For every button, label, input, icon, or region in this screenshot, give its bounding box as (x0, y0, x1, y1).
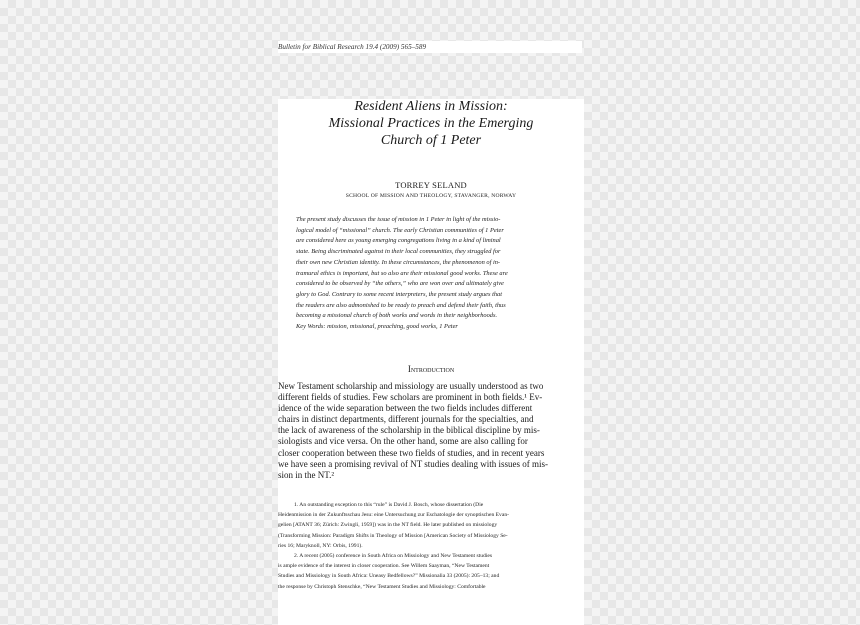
footnote-line: 1. An outstanding exception to this “rule” is David J. Bosch, whose dissertation (Die (294, 502, 484, 508)
footnote-line: Heidenmission in der Zukunftsschau Jesu: eine Untersuchung zur Eschatologie der synoptischen Evan- (278, 512, 509, 519)
title-line: Missional Practices in the Emerging (328, 116, 534, 131)
section-heading (278, 364, 584, 375)
body-line: chairs in distinct departments, different journals for the specialties, and (278, 414, 534, 425)
article-title (278, 98, 584, 149)
abstract-line: considered to be observed by “the others,” who are won over and ultimately give (296, 280, 504, 288)
title-line: Church of 1 Peter (380, 133, 482, 148)
abstract-line: tramural ethics is important, but so also are their missional good works. These are (296, 269, 508, 277)
body-line: the lack of awareness of the scholarship in the biblical discipline by mis- (278, 425, 540, 436)
abstract-line: becoming a missional church of both works and words in their neighborhoods. (296, 312, 498, 320)
body-line: idence of the wide separation between the two fields includes different (278, 403, 533, 414)
section-heading-text: Introduction (407, 364, 455, 374)
body-line: New Testament scholarship and missiology are usually understood as two (278, 381, 544, 391)
author-name: TORREY SELAND (395, 180, 467, 190)
body-line: different fields of studies. Few scholars are prominent in both fields.¹ Ev- (278, 392, 543, 403)
abstract-line: logical model of “missional” church. The early Christian communities of 1 Peter (296, 226, 504, 234)
body-line: sion in the NT.² (278, 469, 335, 480)
running-head: Bulletin for Biblical Research 19.4 (2009) 565–589 (278, 43, 427, 51)
footnote-line: 2. A recent (2005) conference in South Africa on Missiology and New Testament studies (294, 553, 493, 560)
body-line: closer cooperation between these two fields of studies, and in recent years (278, 447, 545, 458)
body-line: we have seen a promising revival of NT studies dealing with issues of mis- (278, 458, 549, 469)
author-affiliation: SCHOOL OF MISSION AND THEOLOGY, STAVANGER, NORWAY (345, 193, 517, 199)
body-line: siologists and vice versa. On the other hand, some are also calling for (278, 436, 528, 447)
footnote-line: Studies and Missiology in South Africa: Uneasy Bedfellows?” Missionalia 33 (2005): 205–13; and (278, 573, 500, 580)
footnote-line: is ample evidence of the interest in closer cooperation. See Willem Saayman, “New Testament (278, 563, 490, 570)
body-text (278, 381, 584, 481)
keywords: Key Words: mission, missional, preaching, good works, 1 Peter (296, 323, 458, 330)
abstract-line: their own new Christian identity. In these circumstances, the phenomenon of in- (296, 258, 501, 266)
footnotes (278, 500, 584, 592)
abstract-line: glory to God. Contrary to some recent interpreters, the present study argues that (296, 290, 503, 298)
abstract-line: are considered here as young emerging congregations living in a kind of liminal (296, 237, 501, 245)
title-line: Resident Aliens in Mission: (354, 99, 508, 114)
abstract (296, 215, 566, 322)
abstract-line: state. Being discriminated against in their local communities, they struggled for (296, 248, 501, 256)
abstract-line: the readers are also admonished to be ready to preach and defend their faith, thus (296, 301, 506, 309)
footnote-line: ries 16; Maryknoll, NY: Orbis, 1991). (278, 542, 363, 549)
footnote-line: the response by Christoph Stenschke, “New Testament Studies and Missiology: Comfortable (278, 583, 486, 590)
abstract-line: The present study discusses the issue of mission in 1 Peter in light of the missio- (296, 216, 501, 223)
footnote-line: (Transforming Mission: Paradigm Shifts in Theology of Mission [American Society of Missiology Se- (278, 532, 508, 539)
footnote-line: gelien [ATANT 36; Zürich: Zwingli, 1959]) was in the NT field. He later published on missiology (278, 522, 498, 529)
